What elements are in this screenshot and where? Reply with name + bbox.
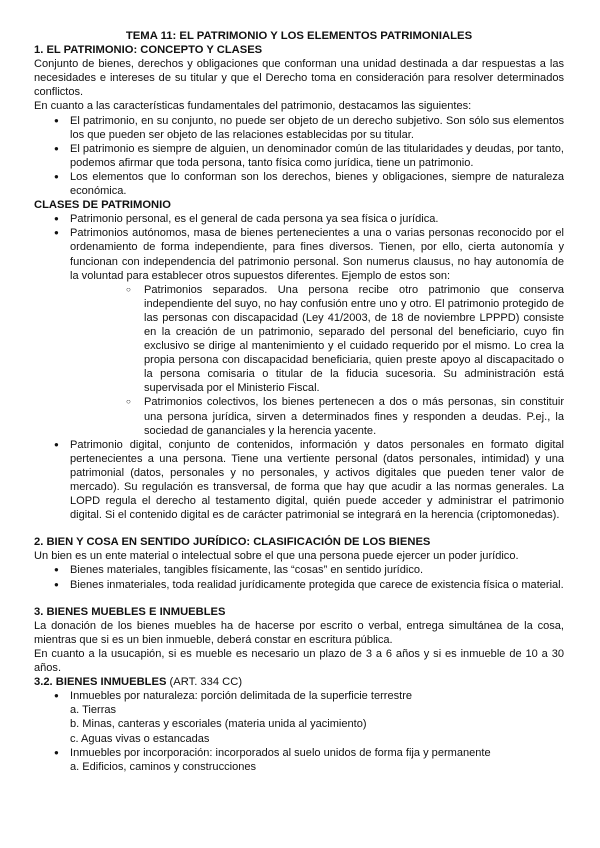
list-item-text: Inmuebles por naturaleza: porción delimitada de la superficie terrestre [70, 690, 413, 703]
paragraph: Un bien es un ente material o intelectual sobre el que una persona puede ejercer un poder jurídico. [34, 550, 519, 563]
paragraph: Conjunto de bienes, derechos y obligaciones que conforman una unidad destinada a dar respuestas a las necesidades e intereses de su titular y que el Derecho toma en consideración para resolver determinados conflictos. [34, 58, 564, 99]
list-item: ● Bienes materiales, tangibles físicamente, las “cosas” en sentido jurídico. [34, 563, 564, 577]
section-3-2-title: 3.2. BIENES INMUEBLES [34, 676, 167, 689]
list-item: ● Bienes inmateriales, toda realidad jurídicamente protegida que carece de existencia física o material. [34, 578, 564, 592]
list-item-text: Patrimonios autónomos, masa de bienes pertenecientes a una o varias personas reconocido por el ordenamiento de forma independiente, para fines diversos. Tienen, por ello, cierta autonomía y funcionan con independencia del patrimonio personal. Son numerus clausus, no hay autonomía de la voluntad para establecer otros supuestos diferentes. Ejemplo de estos son: [70, 227, 564, 282]
list-item: ● Patrimonio personal, es el general de cada persona ya sea física o jurídica. [34, 212, 564, 226]
spacer [34, 522, 564, 535]
section-2-heading: 2. BIEN Y COSA EN SENTIDO JURÍDICO: CLASIFICACIÓN DE LOS BIENES [34, 536, 431, 549]
bienes-list [34, 563, 564, 591]
list-item: ● El patrimonio es siempre de alguien, un denominador común de las titularidades y deudas, por tanto, podemos afirmar que toda persona, tanto física como jurídica, tiene un patrimonio. [34, 142, 564, 170]
clases-list [34, 212, 564, 522]
inmuebles-list [34, 689, 564, 774]
section-3-2-reference: (ART. 334 CC) [169, 676, 243, 689]
list-item [34, 689, 564, 745]
sublist-item: a. Tierras [70, 704, 117, 717]
list-item: ● El patrimonio, en su conjunto, no puede ser objeto de un derecho subjetivo. Son sólo sus elementos los que pueden ser objeto de las relaciones establecidas por su titular. [34, 114, 564, 142]
sublist-item: ○ Patrimonios separados. Una persona recibe otro patrimonio que conserva independiente del suyo, no hay confusión entre uno y otro. El patrimonio protegido de las personas con discapacidad (Ley 41/2003, de 18 de noviembre LPPPD) consiste en la creación de un patrimonio, separado del personal del beneficiario, cuyo fin exclusivo se dirige al mantenimiento y el cuidado requerido por el mismo. Lo crea la propia persona con discapacidad beneficiaria, quien preste apoyo al discapacitado o la persona comisaria o titular de la fiducia sucesoria. Su administración está supervisada por el Ministerio Fiscal. [70, 283, 564, 396]
lettered-sublist [70, 760, 564, 774]
section-3-2-heading [34, 675, 564, 689]
sublist-item: c. Aguas vivas o estancadas [70, 732, 210, 745]
sublist-item: b. Minas, canteras y escoriales (materia unida al yacimiento) [70, 718, 367, 731]
list-item-autonomos [34, 226, 564, 437]
spacer [34, 592, 564, 605]
autonomos-sublist [70, 283, 564, 438]
clases-heading: CLASES DE PATRIMONIO [34, 199, 171, 212]
paragraph: La donación de los bienes muebles ha de hacerse por escrito o verbal, entrega simultánea de la cosa, mientras que si es un bien inmueble, deberá constar en escritura pública. [34, 619, 564, 646]
page-title: TEMA 11: EL PATRIMONIO Y LOS ELEMENTOS PATRIMONIALES [125, 30, 473, 42]
lettered-sublist [70, 703, 564, 745]
list-item: ● Los elementos que lo conforman son los derechos, bienes y obligaciones, siempre de naturaleza económica. [34, 170, 564, 198]
list-item: ● Patrimonio digital, conjunto de contenidos, información y datos personales en formato digital pertenecientes a una persona. Tiene una vertiente personal (datos personales, intimidad) y una patrimonial (datos, personales y no personales, y activos digitales que pueden tener valor de mercado). Su regulación es transversal, de forma que hay que acudir a las normas generales. La LOPD regula el derecho al testamento digital, quién puede acceder y administrar el patrimonio digital. Si el contenido digital es de carácter patrimonial se integrará en la herencia (criptomonedas). [34, 438, 564, 523]
section-1-heading: 1. EL PATRIMONIO: CONCEPTO Y CLASES [34, 44, 263, 57]
list-item [34, 746, 564, 774]
paragraph: En cuanto a la usucapión, si es mueble es necesario un plazo de 3 a 6 años y si es inmueble de 10 a 30 años. [34, 647, 564, 675]
characteristics-list [34, 114, 564, 199]
sublist-item: ○ Patrimonios colectivos, los bienes pertenecen a dos o más personas, sin constituir una persona jurídica, sirven a determinados fines y responden a deudas. P.ej., la sociedad de gananciales y la herencia yacente. [70, 395, 564, 437]
list-item-text: Inmuebles por incorporación: incorporados al suelo unidos de forma fija y permanente [70, 746, 491, 759]
paragraph: En cuanto a las características fundamentales del patrimonio, destacamos las siguientes: [34, 100, 472, 113]
sublist-item: a. Edificios, caminos y construcciones [70, 760, 257, 773]
section-3-heading: 3. BIENES MUEBLES E INMUEBLES [34, 605, 226, 618]
